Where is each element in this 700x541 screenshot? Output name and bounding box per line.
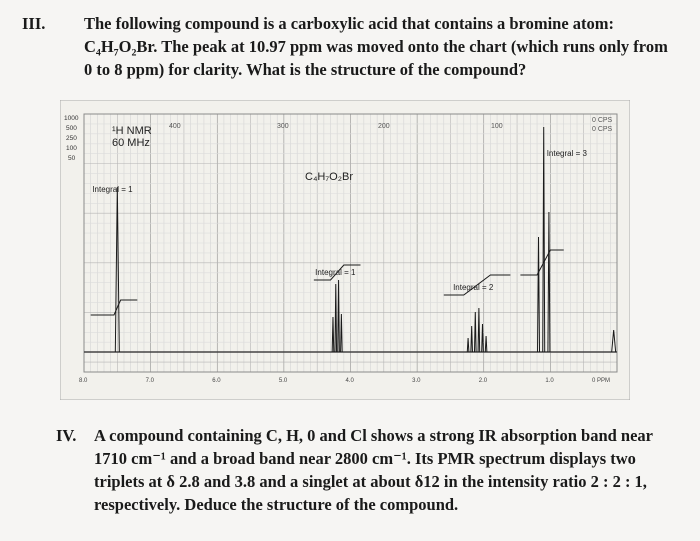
nmr-frequency: 60 MHz (112, 137, 150, 149)
left-scale-label: 50 (68, 155, 76, 162)
x-tick-label: 8.0 (79, 378, 88, 384)
sweep-label: 100 (491, 123, 503, 130)
left-scale-label: 250 (66, 135, 77, 142)
x-axis-end-label: 0 PPM (592, 378, 611, 384)
sweep-label: 300 (277, 123, 289, 130)
molecular-formula: C₄H₇O₂Br (305, 171, 353, 183)
integral-label: Integral = 3 (546, 149, 587, 158)
sweep-label: 400 (169, 123, 181, 130)
left-scale-label: 100 (66, 145, 77, 152)
integral-label: Integral = 1 (92, 185, 133, 194)
nmr-header: ¹H NMR (112, 125, 152, 137)
x-tick-label: 2.0 (478, 378, 488, 384)
x-tick-label: 7.0 (145, 378, 154, 384)
chart-grid (84, 114, 617, 372)
question-4-text: A compound containing C, H, 0 and Cl shows a strong IR absorption band near 1710 cm⁻¹ and a broad band near 2800 cm⁻¹. Its PMR spectrum displays two triplets at δ 2.8 and 3.8 and a singlet at about δ12 in the intensity ratio 2 : 2 : 1, respectively. Deduce the structure of the compound. (94, 426, 653, 514)
integral-label: Integral = 1 (315, 268, 356, 277)
x-tick-label: 4.0 (345, 378, 354, 384)
x-tick-label: 1.0 (545, 378, 554, 384)
integral-label: Integral = 2 (453, 283, 494, 292)
question-3-text: The following compound is a carboxylic acid that contains a bromine atom: C₄H₇O₂Br. The peak at 10.97 ppm was moved onto the chart (which runs only from 0 to 8 ppm) for clarity. What is the structure of the compound? (84, 14, 668, 79)
nmr-spectrum-chart (60, 100, 630, 400)
cps-label: 0 CPS (592, 117, 613, 124)
question-3 (22, 12, 682, 92)
left-scale-label: 1000 (64, 115, 79, 122)
question-3-number: III. (22, 14, 46, 33)
x-tick-label: 6.0 (212, 378, 221, 384)
question-4 (56, 424, 676, 524)
x-tick-label: 3.0 (412, 378, 421, 384)
question-4-number: IV. (56, 426, 77, 445)
sweep-label: 200 (378, 123, 390, 130)
x-tick-label: 5.0 (278, 378, 288, 384)
cps-label: 0 CPS (592, 126, 613, 133)
left-scale-label: 500 (66, 125, 77, 132)
